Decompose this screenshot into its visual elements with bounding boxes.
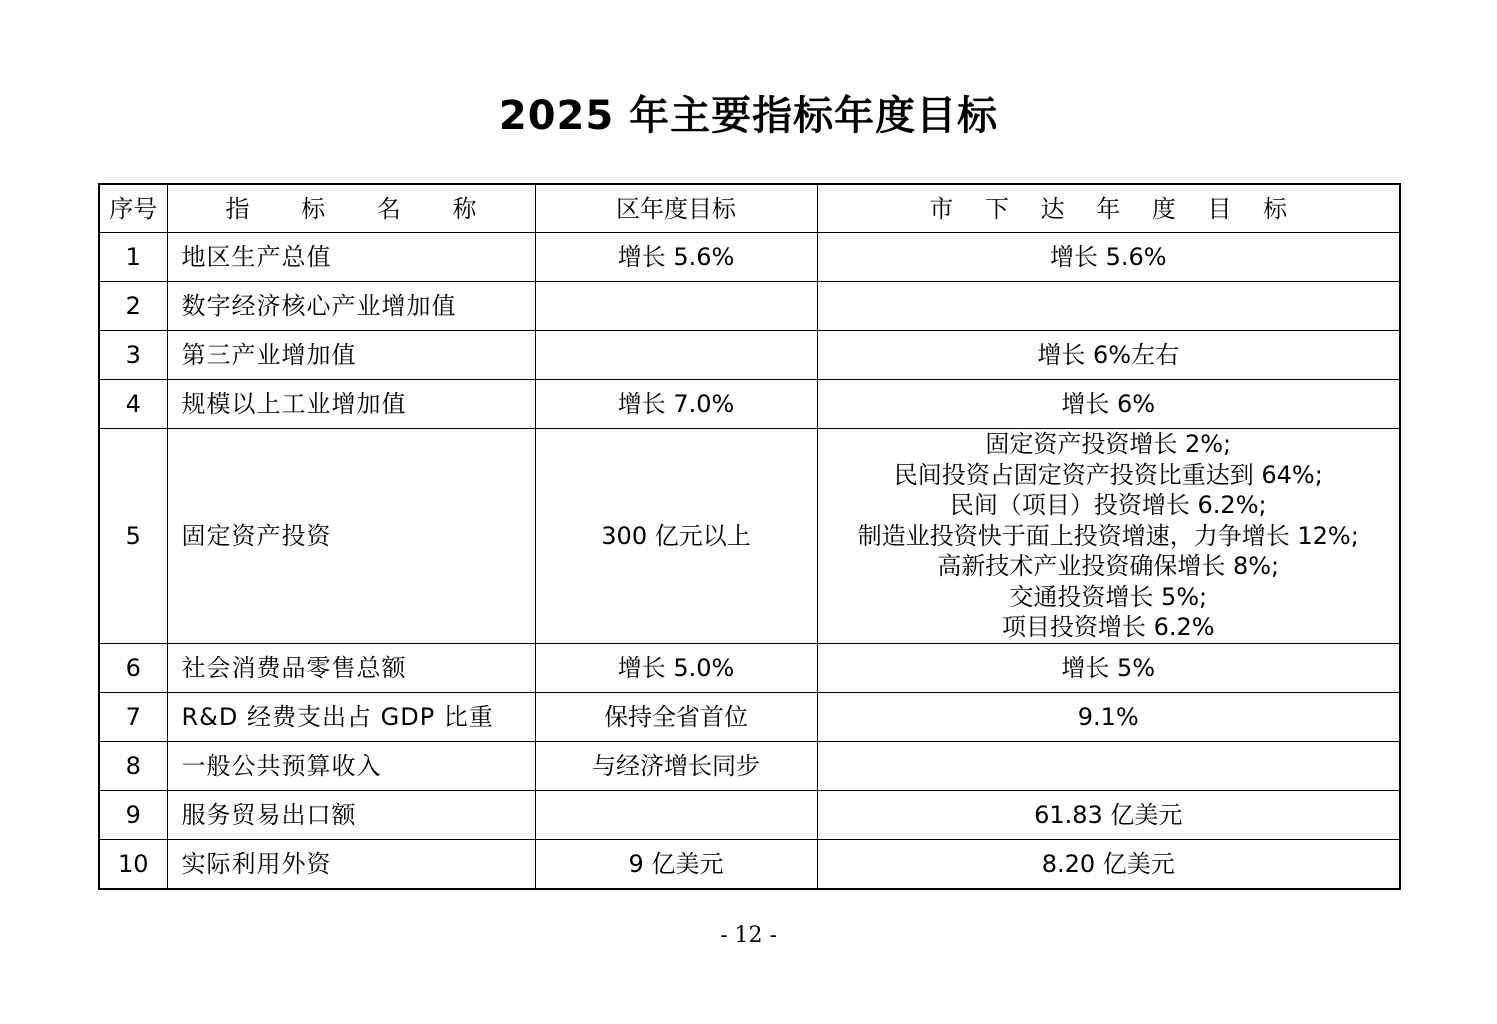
row-no: 8 [99,742,167,791]
row-city-target: 8.20 亿美元 [817,840,1400,890]
table-row [99,644,1400,693]
row-name: 地区生产总值 [167,233,535,282]
row-no: 5 [99,429,167,644]
header-city [817,184,1400,233]
table-row [99,840,1400,890]
header-name-label: 指 标 名 称 [225,194,499,223]
row-city-target: 增长 5% [817,644,1400,693]
table-row [99,429,1400,644]
table-row [99,693,1400,742]
row-no: 9 [99,791,167,840]
table-row [99,282,1400,331]
row-name: 一般公共预算收入 [167,742,535,791]
row-city-target: 增长 5.6% [817,233,1400,282]
row-city-target: 增长 6% [817,380,1400,429]
table-row [99,742,1400,791]
row-name: 实际利用外资 [167,840,535,890]
row-district-target: 增长 7.0% [535,380,817,429]
row-city-target [817,429,1400,644]
city-target-line: 制造业投资快于面上投资增速，力争增长 12%; [857,521,1359,550]
row-no: 6 [99,644,167,693]
row-district-target: 与经济增长同步 [535,742,817,791]
row-name: 社会消费品零售总额 [167,644,535,693]
row-district-target: 300 亿元以上 [535,429,817,644]
targets-table [98,183,1401,890]
row-district-target [535,331,817,380]
table-row [99,791,1400,840]
row-district-target: 增长 5.0% [535,644,817,693]
page-number: - 12 - [720,923,777,948]
row-no: 10 [99,840,167,890]
row-name: 固定资产投资 [167,429,535,644]
row-district-target [535,282,817,331]
row-no: 2 [99,282,167,331]
row-name: 服务贸易出口额 [167,791,535,840]
row-name: R&D 经费支出占 GDP 比重 [167,693,535,742]
header-no: 序号 [99,184,167,233]
city-target-line: 民间投资占固定资产投资比重达到 64%; [893,460,1323,489]
header-name [167,184,535,233]
city-target-line: 高新技术产业投资确保增长 8%; [937,552,1280,581]
city-target-line: 项目投资增长 6.2% [1001,613,1215,642]
row-city-target [817,282,1400,331]
row-district-target [535,791,817,840]
row-district-target: 保持全省首位 [535,693,817,742]
row-city-target: 61.83 亿美元 [817,791,1400,840]
table-row [99,380,1400,429]
row-no: 4 [99,380,167,429]
row-no: 7 [99,693,167,742]
table-header-row [99,184,1400,233]
city-target-line: 固定资产投资增长 2%; [985,430,1232,459]
table-row [99,233,1400,282]
row-name: 第三产业增加值 [167,331,535,380]
row-name: 数字经济核心产业增加值 [167,282,535,331]
row-city-target [817,742,1400,791]
table-row [99,331,1400,380]
header-city-label: 市 下 达 年 度 目 标 [929,194,1300,223]
header-district: 区年度目标 [535,184,817,233]
row-no: 3 [99,331,167,380]
row-city-target: 增长 6%左右 [817,331,1400,380]
row-district-target: 9 亿美元 [535,840,817,890]
city-target-line: 民间（项目）投资增长 6.2%; [949,491,1267,520]
city-target-line: 交通投资增长 5%; [1009,582,1208,611]
row-no: 1 [99,233,167,282]
row-name: 规模以上工业增加值 [167,380,535,429]
row-city-target: 9.1% [817,693,1400,742]
row-district-target: 增长 5.6% [535,233,817,282]
page-title: 2025 年主要指标年度目标 [498,93,999,139]
